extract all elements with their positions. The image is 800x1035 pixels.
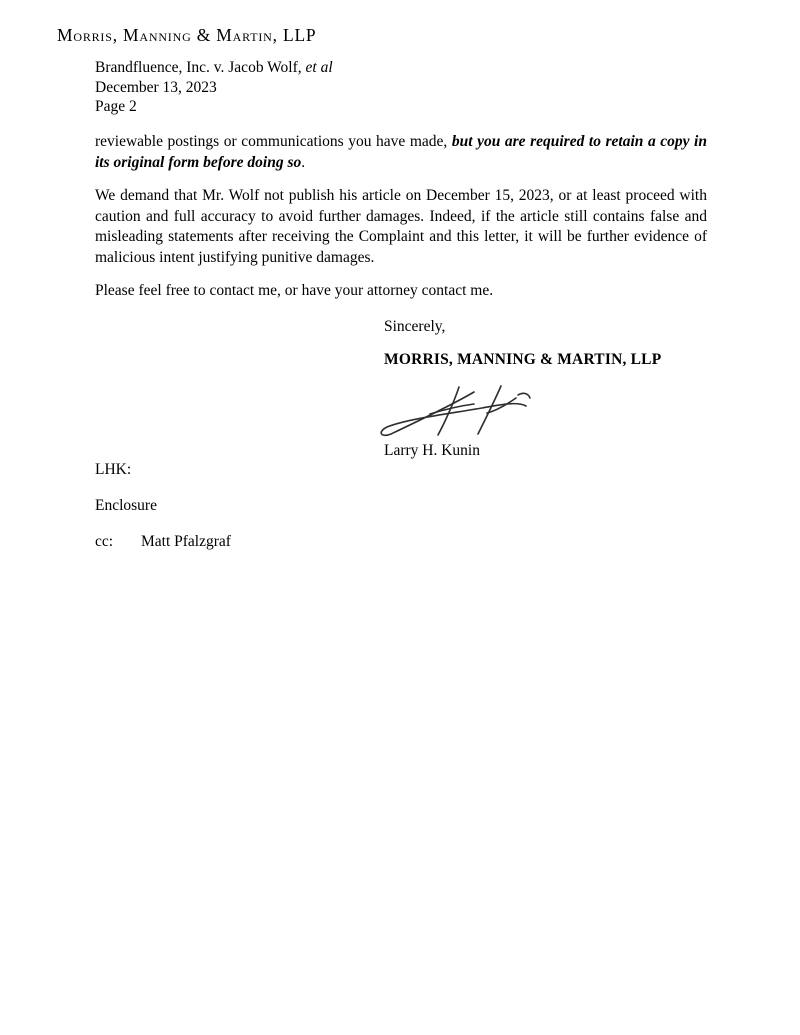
paragraph-demand: We demand that Mr. Wolf not publish his article on December 15, 2023, or at least proceed with caution and full accuracy to avoid further damages. Indeed, if the article still contains false and misleading statements after receiving the Complaint and this letter, it will be further evidence of malicious intent justifying punitive damages. (95, 187, 707, 266)
handwritten-signature-image (377, 384, 531, 440)
cc-recipient-name: Matt Pfalzgraf (141, 533, 231, 550)
reference-block (95, 58, 333, 117)
cc-label: cc: (95, 533, 114, 550)
closing-firm-name: MORRIS, MANNING & MARTIN, LLP (384, 351, 662, 368)
case-name: Brandfluence, Inc. v. Jacob Wolf, (95, 59, 306, 76)
closing-salutation: Sincerely, (384, 318, 446, 335)
paragraph-1-period: . (301, 153, 306, 171)
signer-name: Larry H. Kunin (384, 442, 480, 459)
typist-initials: LHK: (95, 461, 132, 478)
cc-notation (95, 533, 231, 551)
letter-date: December 13, 2023 (95, 78, 217, 96)
case-name-et-al: et al (305, 59, 333, 76)
paragraph-contact: Please feel free to contact me, or have your attorney contact me. (95, 282, 494, 299)
case-caption-line (95, 58, 333, 78)
page-number-label: Page 2 (95, 98, 137, 115)
paragraph-retention-notice (95, 132, 707, 173)
signature-ink-strokes (377, 384, 531, 440)
paragraph-1-normal-text: reviewable postings or communications you have made, (95, 133, 452, 150)
enclosure-notation: Enclosure (95, 497, 157, 514)
paragraph-1-emphasis-text: but you are required to retain a copy in its original form before doing so (95, 133, 707, 171)
letterhead-firm-name: Morris, Manning & Martin, LLP (57, 25, 317, 45)
